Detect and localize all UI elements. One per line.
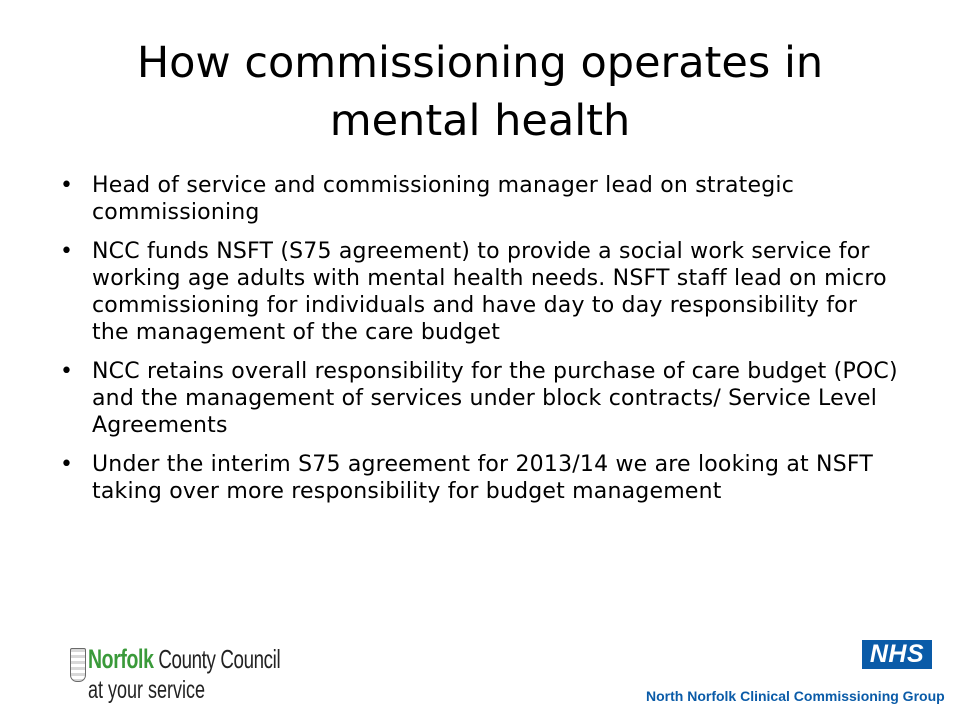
nhs-logo-badge: NHS — [862, 640, 932, 669]
bullet-text: NCC funds NSFT (S75 agreement) to provide a social work service for working age adults with mental health needs. NSFT staff lead on micro commissioning for individuals and have day to day responsibility for the management of the care budget — [92, 239, 887, 345]
ncc-logo-norfolk-text: Norfolk — [88, 644, 154, 674]
bullet-item — [60, 238, 900, 346]
ncc-logo-name — [88, 644, 280, 675]
county-crest-icon — [70, 648, 86, 682]
bullet-item — [60, 172, 900, 226]
bullet-text: NCC retains overall responsibility for the purchase of care budget (POC) and the management of services under block contracts/ Service Level Agreements — [92, 359, 898, 438]
ncc-logo-council-text: County Council — [153, 644, 281, 674]
ccg-org-name: North Norfolk Clinical Commissioning Group — [646, 688, 945, 704]
bullet-icon: • — [60, 359, 74, 384]
ncc-logo-tagline: at your service — [88, 676, 206, 704]
bullet-icon: • — [60, 239, 74, 264]
bullet-list — [60, 172, 900, 517]
bullet-text: Under the interim S75 agreement for 2013/14 we are looking at NSFT taking over more responsibility for budget management — [92, 452, 873, 504]
slide-title: How commissioning operates in mental health — [136, 38, 824, 146]
norfolk-county-council-logo — [70, 642, 281, 704]
bullet-icon: • — [60, 452, 74, 477]
bullet-text: Head of service and commissioning manager lead on strategic commissioning — [92, 173, 794, 225]
bullet-item — [60, 358, 900, 439]
bullet-icon: • — [60, 173, 74, 198]
bullet-item — [60, 451, 900, 505]
